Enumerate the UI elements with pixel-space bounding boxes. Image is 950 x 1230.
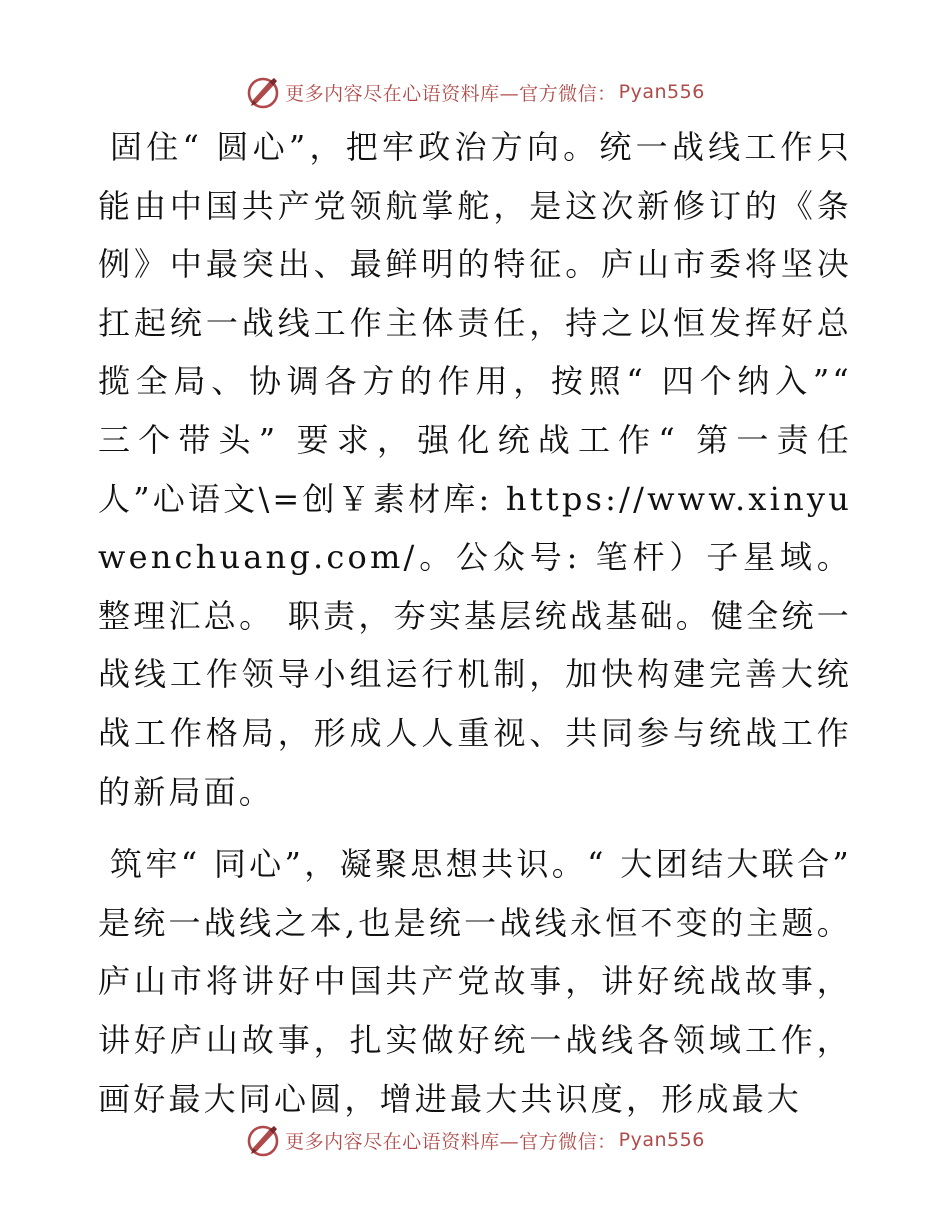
brand-logo-icon: [245, 1122, 281, 1158]
footer-banner-text: 更多内容尽在心语资料库—官方微信：: [285, 1130, 617, 1153]
body-content: [98, 118, 852, 1128]
header-banner-text: 更多内容尽在心语资料库—官方微信：: [285, 82, 617, 105]
paragraph-1: 固住“ 圆心”，把牢政治方向。统一战线工作只能由中国共产党领航掌舵，是这次新修订的《条例》中最突出、最鲜明的特征。庐山市委将坚决扛起统一战线工作主体责任，持之以恒发挥好总揽全局、协调各方的作用，按照“ 四个纳入”“ 三个带头” 要求，强化统战工作“ 第一责任人”心语文\=创￥素材库: https://www.xinyuwenchuang.com/。公众号: 笔杆）子星域。整理汇总。 职责，夯实基层统战基础。健全统一战线工作领导小组运行机制，加快构建完善大统战工作格局，形成人人重视、共同参与统战工作的新局面。: [98, 128, 852, 811]
header-banner: [0, 72, 950, 112]
footer-banner-id: Pyan556: [618, 1129, 705, 1151]
paragraph-2: 筑牢“ 同心”，凝聚思想共识。“ 大团结大联合” 是统一战线之本,也是统一战线永恒不变的主题。庐山市将讲好中国共产党故事，讲好统战故事，讲好庐山故事，扎实做好统一战线各领域工作，画好最大同心圆，增进最大共识度，形成最大: [98, 845, 852, 1118]
brand-logo-icon: [245, 74, 281, 110]
footer-banner: [0, 1120, 950, 1160]
header-banner-id: Pyan556: [618, 81, 705, 103]
